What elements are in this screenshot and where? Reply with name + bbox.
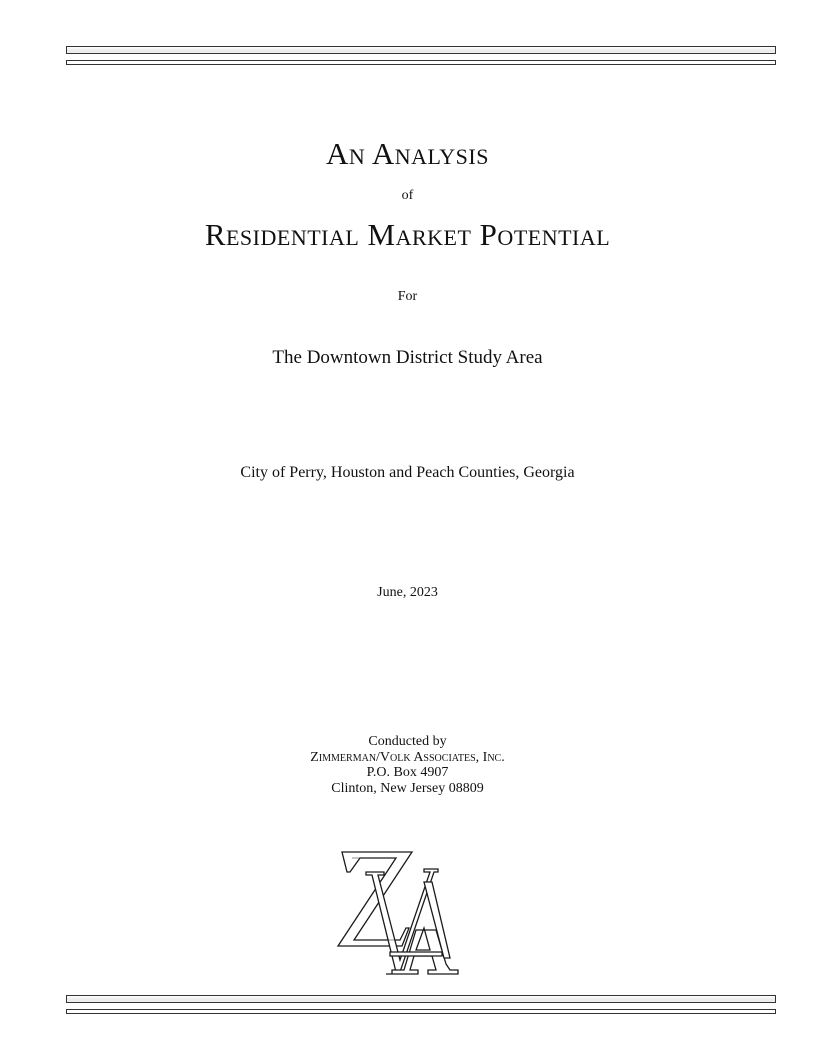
location: City of Perry, Houston and Peach Counties, Georgia — [240, 464, 575, 481]
study-area: The Downtown District Study Area — [272, 347, 543, 368]
firm-name: Zimmerman/Volk Associates, Inc. — [310, 749, 505, 765]
title-connector: of — [401, 188, 414, 203]
title-line-2: Residential Market Potential — [204, 217, 611, 252]
top-rule-thick — [66, 46, 776, 54]
bottom-border-rule — [66, 995, 776, 1014]
top-rule-thin — [66, 60, 776, 65]
for-label: For — [397, 289, 418, 304]
zva-monogram-logo — [330, 848, 490, 978]
address-line-1: P.O. Box 4907 — [366, 765, 449, 780]
conducted-by: Conducted by — [368, 734, 447, 749]
bottom-rule-thin — [66, 1009, 776, 1014]
logo-letter-z — [338, 852, 412, 946]
address-line-2: Clinton, New Jersey 08809 — [331, 780, 484, 796]
logo-crossbar — [390, 952, 442, 956]
credits-block — [0, 734, 815, 796]
title-line-1: An Analysis — [326, 136, 489, 171]
top-border-rule — [66, 46, 776, 65]
bottom-rule-thick — [66, 995, 776, 1003]
report-date: June, 2023 — [377, 585, 438, 600]
